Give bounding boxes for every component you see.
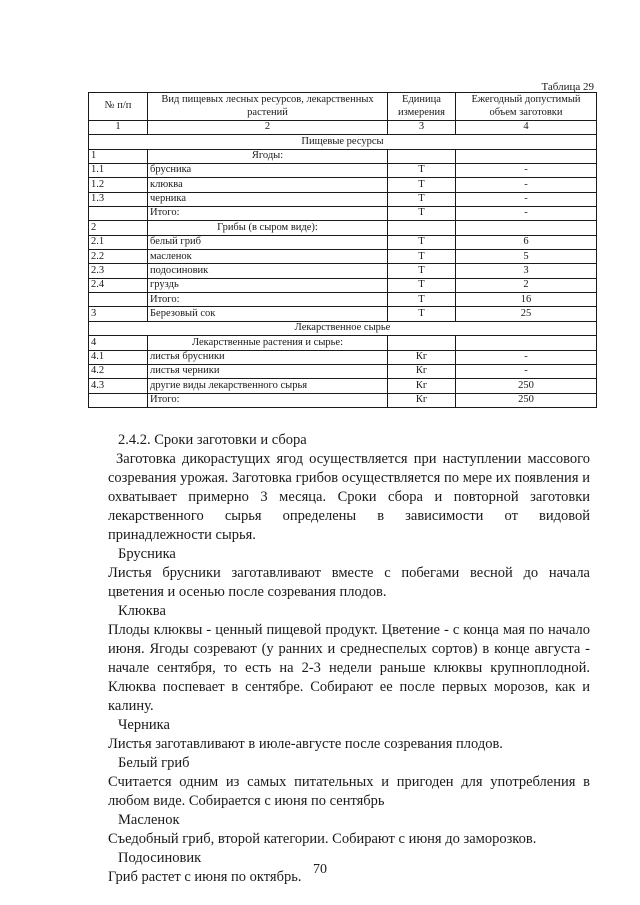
row-value: -: [456, 164, 597, 178]
row-unit: Т: [388, 164, 456, 178]
table-body: [89, 135, 597, 408]
col-number: 1: [89, 121, 148, 135]
row-name: Итого:: [148, 207, 388, 221]
section-title: Пищевые ресурсы: [89, 135, 597, 149]
header-unit: Единица измерения: [388, 93, 456, 121]
row-value: [456, 149, 597, 163]
row-unit: Т: [388, 207, 456, 221]
header-num: № п/п: [89, 93, 148, 121]
species-text: Листья брусники заготавливают вместе с побегами весной до начала цветения и осенью после созревания плодов.: [108, 565, 590, 600]
row-num: [89, 393, 148, 407]
col-number: 3: [388, 121, 456, 135]
row-num: 4.2: [89, 364, 148, 378]
row-num: 3: [89, 307, 148, 321]
resources-table: [88, 92, 597, 408]
row-value: -: [456, 350, 597, 364]
row-num: 2.3: [89, 264, 148, 278]
row-num: 1.2: [89, 178, 148, 192]
row-name: Березовый сок: [148, 307, 388, 321]
row-name: Грибы (в сыром виде):: [148, 221, 388, 235]
table-row: [89, 250, 597, 264]
column-numbers-row: [89, 121, 597, 135]
intro-paragraph: Заготовка дикорастущих ягод осуществляется при наступлении массового созревания урожая. Заготовка грибов осуществляется по мере их появления и охватывает примерно 3 месяца. Сроки сбора и повторной заготовки лекарственного сырья определены в зависимости от видовой принадлежности сырья.: [108, 451, 590, 543]
species-text: Съедобный гриб, второй категории. Собирают с июня до заморозков.: [108, 831, 537, 847]
row-unit: Т: [388, 264, 456, 278]
row-name: листья черники: [148, 364, 388, 378]
row-num: 4.3: [89, 379, 148, 393]
table-row: [89, 221, 597, 235]
row-num: 1.1: [89, 164, 148, 178]
row-name: подосиновик: [148, 264, 388, 278]
row-value: -: [456, 207, 597, 221]
row-value: -: [456, 364, 597, 378]
section-row: [89, 135, 597, 149]
section-title: 2.4.2. Сроки заготовки и сбора: [118, 432, 307, 448]
row-value: -: [456, 178, 597, 192]
row-unit: Кг: [388, 364, 456, 378]
row-unit: Т: [388, 235, 456, 249]
row-value: 16: [456, 293, 597, 307]
row-name: груздь: [148, 278, 388, 292]
row-name: черника: [148, 192, 388, 206]
row-unit: Т: [388, 250, 456, 264]
row-value: 5: [456, 250, 597, 264]
row-unit: Т: [388, 307, 456, 321]
row-num: 4: [89, 336, 148, 350]
row-num: 4.1: [89, 350, 148, 364]
section-title: Лекарственное сырье: [89, 321, 597, 335]
row-name: брусника: [148, 164, 388, 178]
species-text: Считается одним из самых питательных и пригоден для употребления в любом виде. Собирается с июня по сентябрь: [108, 774, 590, 809]
table-row: [89, 364, 597, 378]
row-num: 2.1: [89, 235, 148, 249]
row-name: клюква: [148, 178, 388, 192]
row-unit: Т: [388, 278, 456, 292]
row-name: листья брусники: [148, 350, 388, 364]
page-number: 70: [313, 862, 327, 877]
row-unit: Т: [388, 293, 456, 307]
row-value: 6: [456, 235, 597, 249]
table-row: [89, 379, 597, 393]
row-unit: Кг: [388, 393, 456, 407]
header-type: Вид пищевых лесных ресурсов, лекарственных растений: [148, 93, 388, 121]
row-num: [89, 293, 148, 307]
table-row: [89, 207, 597, 221]
row-value: 2: [456, 278, 597, 292]
species-title: Масленок: [118, 812, 180, 828]
row-num: 1: [89, 149, 148, 163]
header-volume: Ежегодный допустимый объем заготовки: [456, 93, 597, 121]
row-name: другие виды лекарственного сырья: [148, 379, 388, 393]
species-title: Черника: [118, 717, 170, 733]
row-unit: Т: [388, 192, 456, 206]
species-title: Белый гриб: [118, 755, 190, 771]
row-name: Ягоды:: [148, 149, 388, 163]
table-row: [89, 307, 597, 321]
table-row: [89, 393, 597, 407]
species-text: Плоды клюквы - ценный пищевой продукт. Цветение - с конца мая по начало июня. Ягоды созревают (у ранних и среднеспелых сортов) в конце августа - начале сентября, то есть на 2-3 недели раньше клюквы крупноплодной. Клюква поспевает в сентябре. Собирают ее после первых морозов, как и калину.: [108, 622, 590, 714]
table-row: [89, 192, 597, 206]
row-value: 250: [456, 379, 597, 393]
row-value: 25: [456, 307, 597, 321]
species-title: Клюква: [118, 603, 166, 619]
species-text: Листья заготавливают в июле-августе после созревания плодов.: [108, 736, 503, 752]
row-name: Итого:: [148, 293, 388, 307]
species-text: Гриб растет с июня по октябрь.: [108, 869, 302, 885]
table-row: [89, 336, 597, 350]
table-row: [89, 235, 597, 249]
row-num: 2.4: [89, 278, 148, 292]
species-title: Подосиновик: [118, 850, 202, 866]
table-caption: Таблица 29: [541, 81, 594, 93]
row-num: 1.3: [89, 192, 148, 206]
row-unit: [388, 149, 456, 163]
species-list: [108, 545, 590, 887]
table-row: [89, 264, 597, 278]
row-name: масленок: [148, 250, 388, 264]
table-row: [89, 350, 597, 364]
row-unit: Т: [388, 178, 456, 192]
row-name: белый гриб: [148, 235, 388, 249]
table-row: [89, 278, 597, 292]
species-title: Брусника: [118, 546, 176, 562]
row-num: [89, 207, 148, 221]
row-value: 250: [456, 393, 597, 407]
row-value: 3: [456, 264, 597, 278]
row-num: 2: [89, 221, 148, 235]
body-text: [108, 431, 590, 887]
row-unit: [388, 221, 456, 235]
row-unit: [388, 336, 456, 350]
row-value: [456, 221, 597, 235]
table-row: [89, 164, 597, 178]
row-unit: Кг: [388, 379, 456, 393]
row-value: -: [456, 192, 597, 206]
row-name: Лекарственные растения и сырье:: [148, 336, 388, 350]
row-value: [456, 336, 597, 350]
row-unit: Кг: [388, 350, 456, 364]
table-header-row: [89, 93, 597, 121]
col-number: 4: [456, 121, 597, 135]
row-name: Итого:: [148, 393, 388, 407]
table-row: [89, 293, 597, 307]
row-num: 2.2: [89, 250, 148, 264]
col-number: 2: [148, 121, 388, 135]
table-row: [89, 178, 597, 192]
section-row: [89, 321, 597, 335]
table-row: [89, 149, 597, 163]
